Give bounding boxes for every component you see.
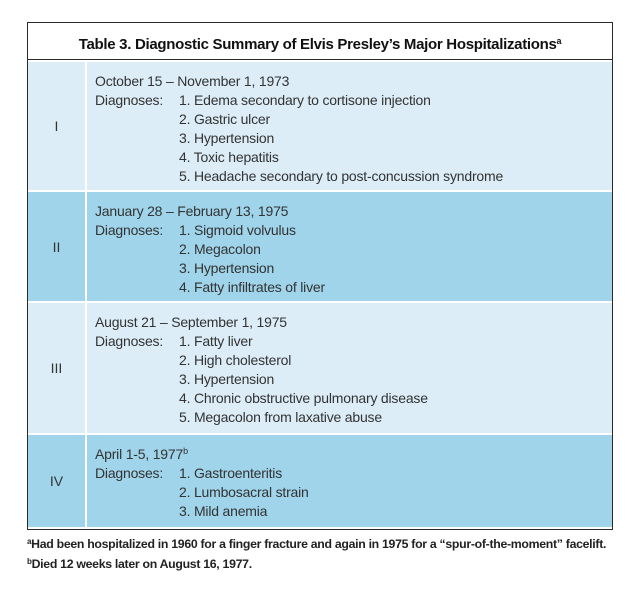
footnote-text: Died 12 weeks later on August 16, 1977. [31, 557, 252, 571]
diagnosis-item: 3. Mild anemia [179, 503, 268, 519]
diagnoses-list [179, 221, 325, 297]
footnote-b [27, 554, 617, 572]
date-text: August 21 – September 1, 1975 [95, 314, 287, 330]
diagnoses-list [179, 91, 503, 186]
table-row-3 [28, 301, 612, 433]
diagnosis-item: 3. Hypertension [179, 130, 275, 146]
hospitalization-date [95, 309, 428, 329]
diagnoses-label: Diagnoses: [95, 465, 164, 481]
diagnoses-list [179, 332, 428, 427]
diagnosis-item: 4. Chronic obstructive pulmonary disease [179, 390, 428, 406]
table-row-2 [28, 190, 612, 301]
hospitalization-date [95, 441, 309, 461]
diagnostic-table [27, 22, 613, 530]
diagnosis-item: 1. Gastroenteritis [179, 465, 282, 481]
table-title [28, 23, 612, 60]
date-footnote-mark: b [183, 446, 188, 456]
diagnosis-item: 5. Megacolon from laxative abuse [179, 409, 382, 425]
diagnosis-item: 2. Gastric ulcer [179, 111, 270, 127]
diagnoses-list [179, 464, 309, 521]
hospitalization-date [95, 68, 503, 88]
footnotes [27, 534, 617, 574]
row-numeral: III [28, 303, 87, 433]
row-numeral: IV [28, 435, 87, 527]
diagnoses-label: Diagnoses: [95, 92, 164, 108]
row-content [87, 192, 325, 301]
diagnoses-block [95, 91, 503, 186]
diagnoses-label: Diagnoses: [95, 333, 164, 349]
table-row-4 [28, 433, 612, 527]
diagnosis-item: 4. Fatty infiltrates of liver [179, 279, 325, 295]
date-text: January 28 – February 13, 1975 [95, 203, 289, 219]
row-content [87, 303, 428, 433]
diagnoses-block [95, 464, 309, 521]
diagnosis-item: 1. Fatty liver [179, 333, 253, 349]
diagnosis-item: 2. Megacolon [179, 241, 261, 257]
diagnoses-block [95, 332, 428, 427]
row-numeral: I [28, 62, 87, 190]
table-title-text: Table 3. Diagnostic Summary of Elvis Presley’s Major Hospitalizations [78, 36, 557, 53]
row-content [87, 62, 503, 190]
diagnoses-block [95, 221, 325, 297]
diagnosis-item: 3. Hypertension [179, 260, 275, 276]
diagnosis-item: 1. Edema secondary to cortisone injection [179, 92, 431, 108]
hospitalization-date [95, 198, 325, 218]
diagnosis-item: 4. Toxic hepatitis [179, 149, 279, 165]
date-text: April 1-5, 1977 [95, 446, 184, 462]
footnote-a [27, 534, 617, 552]
footnote-text: Had been hospitalized in 1960 for a finger fracture and again in 1975 for a “spur-of-the-moment” facelift. [31, 537, 607, 551]
footnote-mark: a [27, 537, 32, 546]
footnote-mark: b [27, 557, 32, 566]
table-row-1 [28, 60, 612, 190]
row-content [87, 435, 309, 527]
title-footnote-mark: a [556, 36, 562, 46]
diagnosis-item: 5. Headache secondary to post-concussion syndrome [179, 168, 504, 184]
date-text: October 15 – November 1, 1973 [95, 73, 290, 89]
diagnosis-item: 2. Lumbosacral strain [179, 484, 309, 500]
diagnoses-label: Diagnoses: [95, 222, 164, 238]
diagnosis-item: 3. Hypertension [179, 371, 275, 387]
row-numeral: II [28, 192, 87, 301]
diagnosis-item: 1. Sigmoid volvulus [179, 222, 296, 238]
diagnosis-item: 2. High cholesterol [179, 352, 292, 368]
